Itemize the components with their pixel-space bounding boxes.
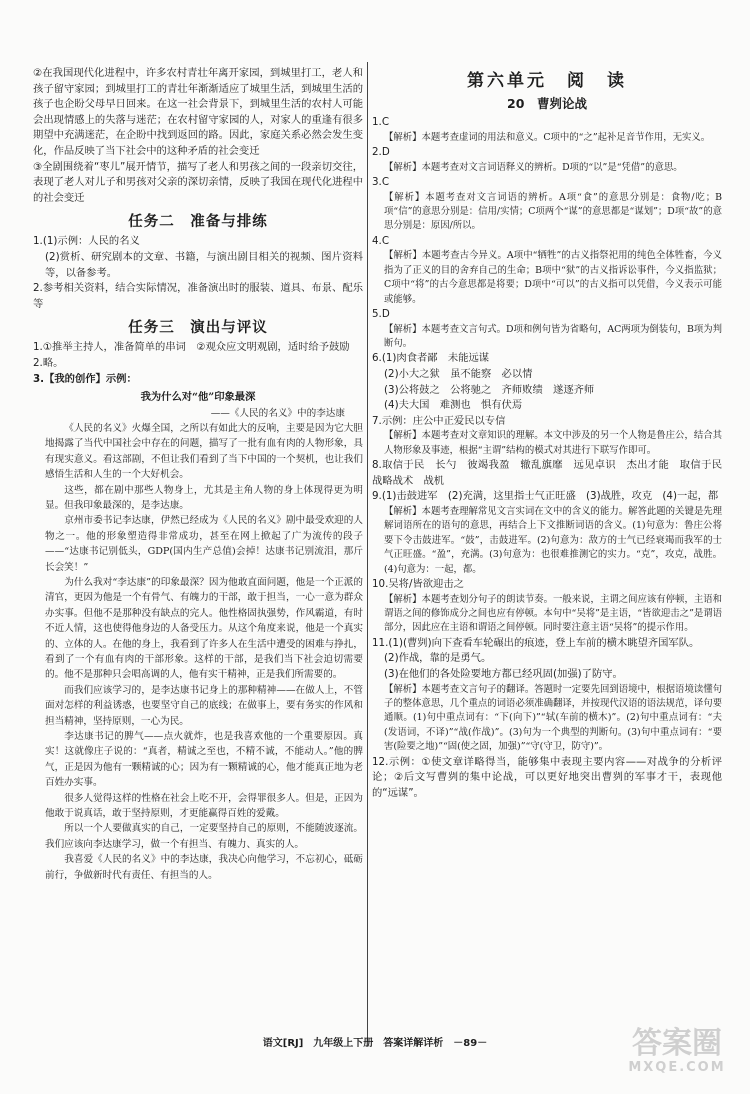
answer-analysis: 【解析】本题考查理解常见文言实词在文中的含义的能力。解答此题的关键是先理解词语所在的语句的意思，再结合上下文推断词语的含义。(1)句意为：鲁庄公将要下令击鼓进军。“鼓”，击鼓进军。(2)句意为：敌方的士气已经衰竭而我军的士气正旺盛。“盈”，充满。(3)句意为：也很难推测它的实力。“克”，攻克，战胜。(4)句意为：一起，都。: [384, 506, 722, 575]
task2-heading: 任务二 准备与排练: [128, 214, 268, 231]
intro-paragraph: ③全剧围绕着“枣儿”展开情节，描写了老人和男孩之间的一段亲切交往，表现了老人对儿子和男孩对父亲的深切亲情，反映了我国在现代化进程中的社会变迁: [33, 160, 363, 204]
unit-title: 第六单元 阅 读: [467, 71, 627, 91]
answer-item: 2.D: [372, 146, 390, 158]
essay-paragraph: 所以一个人要做真实的自己，一定要坚持自己的原则，不能随波逐流。我们应该向李达康学习，做一个有担当、有魄力、真实的人。: [45, 823, 363, 850]
task2-item: (2)赏析、研究剧本的文章、书籍，与演出剧目相关的视频、图片资料等，以备参考。: [45, 250, 363, 279]
essay-subtitle: ——《人民的名义》中的李达康: [210, 407, 345, 419]
task3-item: 1.①推举主持人，准备简单的串词 ②观众应文明观剧，适时给予鼓励: [33, 341, 350, 354]
answer-analysis: 【解析】本题考查对文言词语的辨析。A项“食”的意思分别是：食物/吃；B项“信”的意思分别是：信用/实情；C项两个“谋”的意思都是“谋划”；D项“故”的意思分别是：原因/所以。: [384, 191, 722, 232]
answer-item: 6.(1)肉食者鄙 未能远谋: [372, 352, 490, 365]
intro-paragraph: ②在我国现代化进程中，许多农村青壮年离开家园，到城里打工，老人和孩子留守家园；到城里打工的青壮年渐渐适应了城里生活，到城里生活的孩子也企盼父母早日回来。在这一社会背景下，到城里生活的农村人可能会出现情感上的失落与迷茫；在农村留守家园的人，对家人的重逢有很多期望中充满迷茫，在企盼中找到返回的路。因此，家庭关系必然会发生变化，作品反映了当下社会中的这种矛盾的社会变迁: [33, 67, 363, 157]
essay-paragraph: 而我们应该学习的，是李达康书记身上的那种精神——在做人上，不管面对怎样的利益诱惑，也要坚守自己的底线；在做事上，要有务实的作风和担当精神，坚持原则，一心为民。: [45, 684, 363, 727]
answer-analysis: 【解析】本题考查对文章知识的理解。本文中涉及的另一个人物是鲁庄公，结合其人物形象及事迹，根据“主谓”结构的模式对其进行下联写作即可。: [384, 430, 722, 456]
page-footer: 语文[RJ] 九年级上下册 答案详解详析 －89－: [262, 1038, 488, 1049]
essay-title: 我为什么对“他”印象最深: [140, 391, 256, 404]
answer-item: 8.取信于民 长勺 彼竭我盈 辙乱旗靡 远见卓识 杰出才能 取信于民 战略战术 战机: [372, 459, 733, 487]
left-column: [33, 66, 363, 883]
intro-block: [33, 66, 363, 206]
watermark-logo: [617, 1028, 737, 1086]
answer-analysis: 【解析】本题考查虚词的用法和意义。C项中的“之”起补足音节作用，无实义。: [384, 131, 711, 143]
answer-item: 9.(1)击鼓进军 (2)充满，这里指士气正旺盛 (3)战胜，攻克 (4)一起，都: [372, 490, 719, 503]
answer-analysis: 【解析】本题考查文言句式。D项和例句皆为省略句，AC两项为倒装句，B项为判断句。: [384, 323, 722, 350]
answer-item: (3)在他们的各处险要地方都已经巩固(加强)了防守。: [384, 668, 623, 681]
essay-paragraph: 李达康书记的脾气——点火就炸，也是我喜欢他的一个重要原因。真实！这就像庄子说的：“真者，精诚之至也，不精不诚，不能动人。”他的脾气，正是因为他有一颗精诚的心；因为有一颗精诚的心，他才能真正地为老百姓办实事。: [45, 731, 363, 789]
task2-item: 1.(1)示例：人民的名义: [33, 235, 140, 248]
essay-paragraph: 京州市委书记李达康，伊然已经成为《人民的名义》剧中最受欢迎的人物之一。他的形象塑造得非常成功，甚至在网上掀起了广为流传的段子——“达康书记别低头，GDP(国内生产总值)会掉！达康书记别流泪，那斤长会笑！”: [45, 515, 363, 573]
lesson-title: 20 曹刿论战: [507, 96, 587, 111]
sample-essay: [33, 390, 363, 883]
answer-item: 5.D: [372, 308, 390, 321]
essay-paragraph: 这些，都在剧中那些人物身上，尤其是主角人物的身上体现得更为明显。但我印象最深的，是李达康。: [45, 484, 363, 511]
answer-item: 12.示例：①使文章详略得当，能够集中表现主要内容——对战争的分析评论；②后文写曹刿的集中论战，可以更好地突出曹刿的军事才干，表现他的“远谋”。: [372, 755, 722, 799]
answer-analysis: 【解析】本题考查文言句子的翻译。答题时一定要先回到语境中，根据语境读懂句子的整体意思，几个重点的词语必须准确翻译，并按现代汉语的语法规范，译句要通顺。(1)句中重点词有：“下(向下)”“轼(车前的横木)”。(2)句中重点词有：“夫(发语词，不译)”“战(作战)”。(3)句为一个典型的判断句。(3)句中重点词有：“要害(险要之地)”“固(使之固，加强)”“守(守卫，防守)”。: [384, 683, 722, 753]
answer-item: (2)小大之狱 虽不能察 必以情: [384, 368, 533, 381]
essay-paragraph: 我喜爱《人民的名义》中的李达康，我决心向他学习，不忘初心，砥砺前行，争做新时代有责任、有担当的人。: [45, 854, 363, 881]
essay-paragraph: 很多人觉得这样的性格在社会上吃不开，会得罪很多人。但是，正因为他敢于说真话，敢于坚持原则，才更能赢得百姓的爱戴。: [45, 792, 363, 820]
answer-item: 7.示例：庄公中正爱民以专信: [372, 414, 506, 427]
task2-item: 2.参考相关资料，结合实际情况，准备演出时的服装、道具、布景、配乐等: [33, 282, 363, 310]
answer-item: 10.吴将/皆欲迎击之: [372, 578, 464, 591]
answer-analysis: 【解析】本题考查对文言词语释义的辨析。D项的“以”是“凭借”的意思。: [384, 161, 683, 173]
answer-item: 11.(1)(曹刿)向下查看车轮碾出的痕迹，登上车前的横木眺望齐国军队。: [372, 636, 700, 649]
answer-item: (2)作战，靠的是勇气。: [384, 652, 492, 665]
answer-item: 1.C: [372, 116, 390, 128]
right-column: [372, 66, 733, 801]
answer-item: 4.C: [372, 234, 390, 247]
answer-analysis: 【解析】本题考查古今异义。A项中“牺牲”的古义指祭祀用的纯色全体牲畜，今义指为了正义的目的舍弃自己的生命；B项中“狱”的古义指诉讼事件，今义指监狱；C项中“将”的古今意思都是将要；D项中“可以”的古义指可以凭借，今义表示可能或能够。: [384, 250, 722, 305]
task3-item: 2.略。: [33, 356, 64, 369]
answer-item: 3.C: [372, 176, 390, 188]
task3-heading: 任务三 演出与评议: [128, 320, 268, 337]
essay-paragraph: 《人民的名义》火爆全国，之所以有如此大的反响，主要是因为它大胆地揭露了当代中国社会中存在的问题，描写了一批有血有肉的人物形象，具有现实意义。看这部剧，不但让我们看到了当下中国的一个契机，也让我们感悟生活和人生的一个大好机会。: [45, 422, 363, 481]
column-divider: [367, 62, 368, 1042]
answer-item: (4)夫大国 难测也 惧有伏焉: [384, 399, 523, 412]
essay-paragraph: 为什么我对“李达康”的印象最深？因为他敢直面问题，他是一个正派的清官，更因为他是一个有骨气、有魄力的干部，敢于担当，一心一意为群众办实事。但他不是那种没有缺点的完人。他性格固执强势，作风霸道，有时不近人情，这也使得他身边的人备受压力。从这个角度来说，他是一个真实的、立体的人。在他的身上，我看到了许多人在生活中遭受的困难与挣扎，看到了一个有血有肉的干部形象。这样的干部，是我们当下社会迫切需要的。他不是那种只会唱高调的人，他有实干精神，正是我们所需要的。: [45, 576, 363, 681]
answer-item: (3)公将鼓之 公将驰之 齐师败绩 遂逐齐师: [384, 383, 595, 396]
watermark-text: 答案圈: [632, 1026, 722, 1061]
watermark-url: MXQE.COM: [628, 1060, 726, 1075]
answer-analysis: 【解析】本题考查划分句子的朗读节奏。一般来说，主谓之间应该有停顿，主语和谓语之间的修饰成分之间也应有停顿。本句中“吴将”是主语，“皆欲迎击之”是谓语部分，因此应在主语和谓语之间停顿。同时要注意主语“吴将”的提示作用。: [384, 593, 722, 634]
task3-item: 3.【我的创作】示例：: [33, 372, 137, 385]
